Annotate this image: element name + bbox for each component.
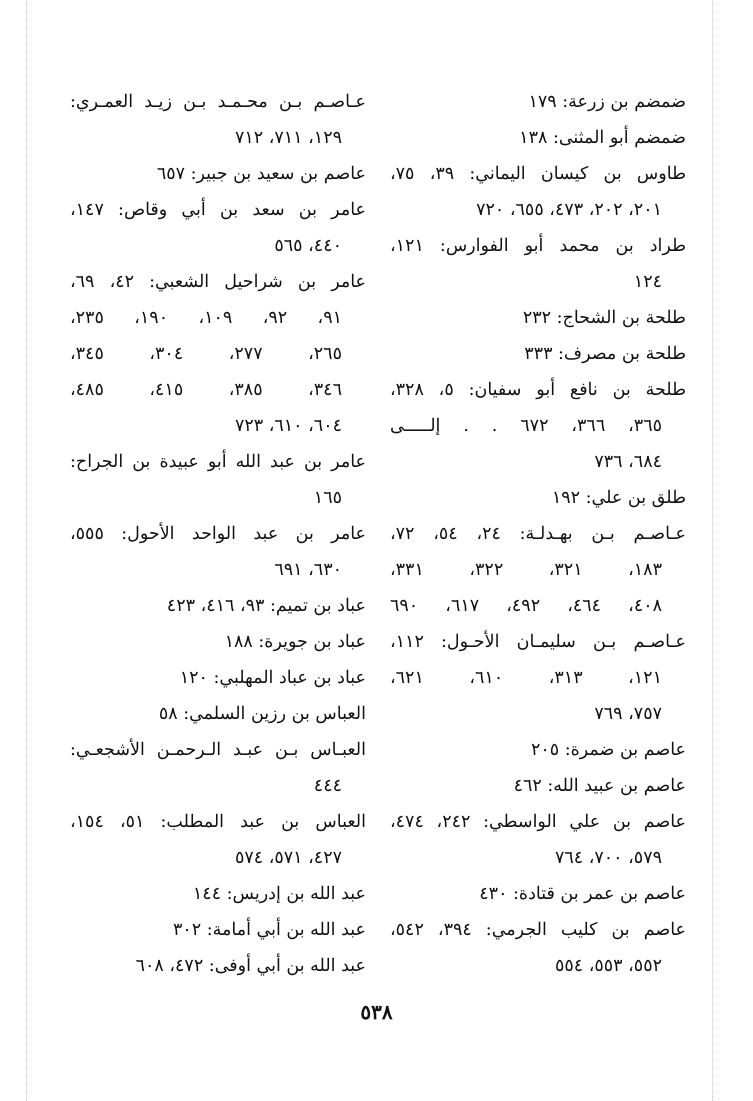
index-entry-continuation: ٦٨٤، ٧٣٦ [594, 452, 662, 472]
index-column-right [390, 84, 686, 984]
index-entry: طلق بن علي: ١٩٢ [551, 488, 686, 508]
index-entry: عـاصـم بـن محـمـد بـن زيـد العمـري: [70, 92, 366, 112]
index-entry: عامر بن شراحيل الشعبي: ٤٢، ٦٩، [70, 272, 366, 292]
index-entry-continuation: ٤٤٠، ٥٦٥ [274, 236, 342, 256]
index-entry: العباس بن رزين السلمي: ٥٨ [158, 704, 366, 724]
index-entry: عاصم بن علي الواسطي: ٢٤٢، ٤٧٤، [390, 812, 686, 832]
index-entry: عباد بن عباد المهلبي: ١٢٠ [179, 668, 366, 688]
index-entry-continuation: ٧٥٧، ٧٦٩ [594, 704, 662, 724]
index-entry: ضمضم بن زرعة: ١٧٩ [528, 92, 686, 112]
index-entry: العباس بن عبد المطلب: ٥١، ١٥٤، [70, 812, 366, 832]
index-column-left [70, 84, 366, 984]
index-entry: عباد بن تميم: ٩٣، ٤١٦، ٤٢٣ [166, 596, 366, 616]
index-entry: عاصم بن سعيد بن جبير: ٦٥٧ [156, 164, 366, 184]
index-entry: عبد الله بن أبي أوفى: ٤٧٢، ٦٠٨ [135, 956, 366, 976]
index-entry-continuation: ٢٦٥، ٢٧٧، ٣٠٤، ٣٤٥، [70, 344, 342, 364]
index-entry: طلحة بن مصرف: ٣٣٣ [524, 344, 686, 364]
index-entry: عـاصـم بـن سليمـان الأحـول: ١١٢، [390, 632, 686, 652]
index-entry-continuation: ٤٢٧، ٥٧١، ٥٧٤ [234, 848, 342, 868]
index-entry-continuation: ١٦٥ [313, 488, 342, 508]
index-entry-continuation: ١٨٣، ٣٢١، ٣٢٢، ٣٣١، [390, 560, 662, 580]
index-entry: عاصم بن عمر بن قتادة: ٤٣٠ [479, 884, 686, 904]
index-entry-continuation: ٦٣٠، ٦٩١ [274, 560, 342, 580]
index-entry-continuation: ٤٠٨، ٤٦٤، ٤٩٢، ٦١٧، ٦٩٠ [390, 596, 663, 616]
index-entry: عـاصـم بـن بهـدلـة: ٢٤، ٥٤، ٧٢، [390, 524, 686, 544]
index-entry: عامر بن سعد بن أبي وقاص: ١٤٧، [70, 200, 366, 220]
index-entry-continuation: ١٢٩، ٧١١، ٧١٢ [234, 128, 342, 148]
index-entry: عبد الله بن إدريس: ١٤٤ [192, 884, 366, 904]
index-entry: عبد الله بن أبي أمامة: ٣٠٢ [172, 920, 366, 940]
index-entry: طراد بن محمد أبو الفوارس: ١٢١، [390, 236, 686, 256]
index-entry-continuation: ٢٠١، ٢٠٢، ٤٧٣، ٦٥٥، ٧٢٠ [476, 200, 662, 220]
page-number: ٥٣٨ [360, 1000, 393, 1024]
index-entry-continuation: ٤٤٤ [313, 776, 342, 796]
index-entry-continuation: ٩١، ٩٢، ١٠٩، ١٩٠، ٢٣٥، [70, 308, 343, 328]
index-entry-continuation: ٣٤٦، ٣٨٥، ٤١٥، ٤٨٥، [70, 380, 342, 400]
index-entry-continuation: ٣٦٥، ٣٦٦، ٦٧٢ . . إلـــــى [390, 416, 662, 436]
index-entry-continuation: ٥٧٩، ٧٠٠، ٧٦٤ [554, 848, 662, 868]
index-entry: عاصم بن عبيد الله: ٤٦٢ [513, 776, 686, 796]
index-entry: طلحة بن نافع أبو سفيان: ٥، ٣٢٨، [390, 380, 686, 400]
left-page-edge [26, 0, 27, 1101]
index-entry: طاوس بن كيسان اليماني: ٣٩، ٧٥، [390, 164, 686, 184]
index-entry: عامر بن عبد الله أبو عبيدة بن الجراح: [70, 452, 366, 472]
index-entry-continuation: ١٢٤ [633, 272, 662, 292]
index-entry: العبـاس بـن عبـد الـرحمـن الأشجعـي: [70, 740, 366, 760]
index-entry: عباد بن جويرة: ١٨٨ [224, 632, 366, 652]
index-entry: ضمضم أبو المثنى: ١٣٨ [519, 128, 686, 148]
index-entry-continuation: ٥٥٢، ٥٥٣، ٥٥٤ [554, 956, 662, 976]
index-entry: عامر بن عبد الواحد الأحول: ٥٥٥، [70, 524, 366, 544]
index-entry: عاصم بن كليب الجرمي: ٣٩٤، ٥٤٢، [390, 920, 686, 940]
index-entry-continuation: ٦٠٤، ٦١٠، ٧٢٣ [234, 416, 342, 436]
index-entry: طلحة بن الشحاج: ٢٣٢ [522, 308, 686, 328]
index-entry-continuation: ١٢١، ٣١٣، ٦١٠، ٦٢١، [390, 668, 662, 688]
right-page-edge [712, 0, 713, 1101]
index-entry: عاصم بن ضمرة: ٢٠٥ [530, 740, 686, 760]
